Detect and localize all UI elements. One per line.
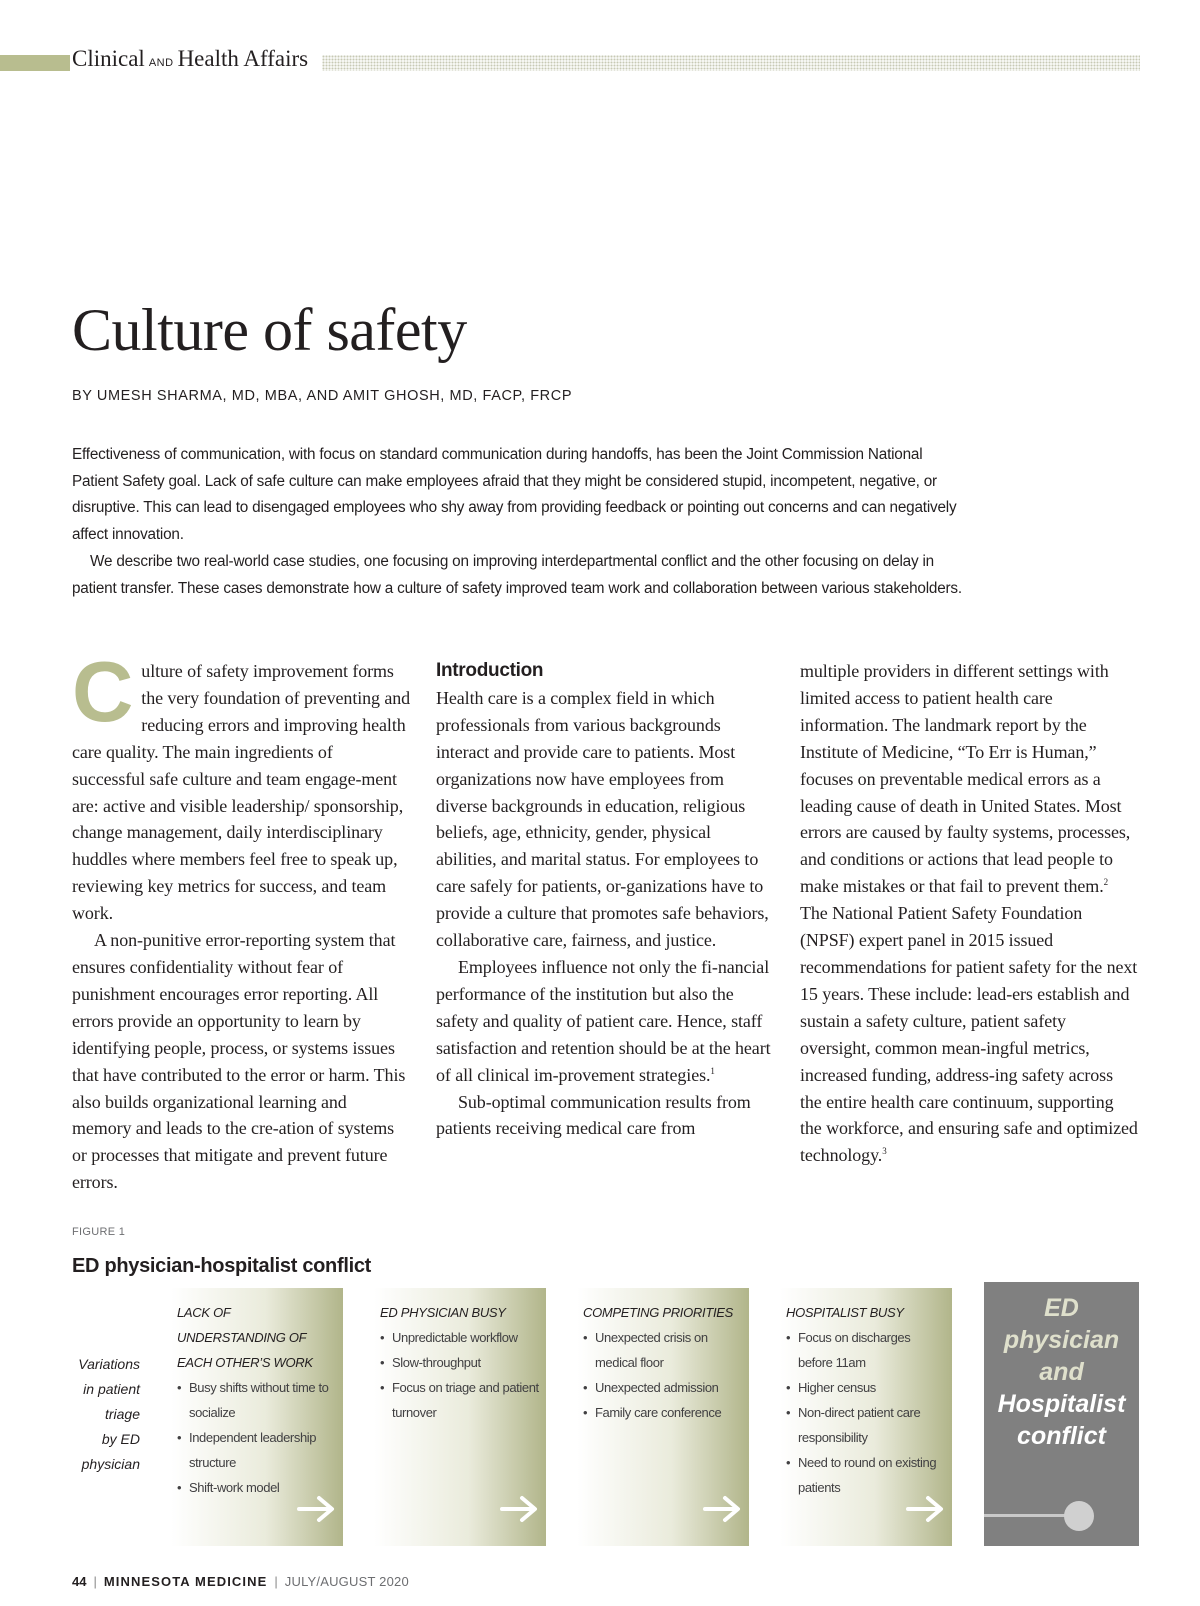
- abstract-paragraph: Effectiveness of communication, with focus on standard communication during handoffs, has been the Joint Commission National Patient Safety goal. Lack of safe culture can make employees afraid that they might be considered stupid, incompetent, negative, or disruptive. This can lead to disengaged employees who shy away from providing feedback or pointing out concerns and can negatively affect innovation.: [72, 446, 957, 544]
- panel-heading: LACK OF UNDERSTANDING OF EACH OTHER’S WORK: [177, 1305, 313, 1370]
- footer-separator: |: [274, 1574, 278, 1589]
- panel-list-item: • Unpredictable workflow: [380, 1325, 540, 1350]
- body-text: multiple providers in different settings with limited access to patient health care information. The landmark report by the Institute of Medicine, “To Err is Human,” focuses on preventable medical errors as a leading cause of death in United States. Most errors are caused by faulty systems, processes, and conditions or actions that lead people to make mistakes or that fail to prevent them.: [800, 661, 1131, 897]
- panel-list-item: • Slow-throughput: [380, 1350, 540, 1375]
- triage-label-line: triage: [104, 1406, 140, 1422]
- body-paragraph: A non-punitive error-reporting system that ensures confidentiality without fear of punishment encourages error reporting. All errors provide an opportunity to learn by identifying people, process, or systems issues that have contributed to the error or harm. This also builds organizational learning and memory and leads to the cre-ation of systems or processes that mitigate and prevent future errors.: [72, 930, 406, 1193]
- triage-label-line: Variations: [78, 1356, 140, 1372]
- figure-panel: [780, 1288, 952, 1546]
- panel-list: [380, 1325, 540, 1425]
- byline: BY UMESH SHARMA, MD, MBA, AND AMIT GHOSH, MD, FACP, FRCP: [72, 388, 573, 404]
- article-title: Culture of safety: [72, 297, 467, 363]
- citation-marker: 3: [882, 1146, 887, 1157]
- section-header-right: Health Affairs: [177, 46, 309, 71]
- header-dot-pattern: [322, 55, 1140, 71]
- body-paragraph: [436, 954, 774, 1089]
- conflict-label-line: ED physician and: [1003, 1294, 1120, 1386]
- panel-list-item: • Higher census: [786, 1375, 946, 1400]
- abstract-paragraph: We describe two real-world case studies, one focusing on improving interdepartmental conflict and the other focusing on delay in patient transfer. These cases demonstrate how a culture of safety improved team work and collaboration between various stakeholders.: [72, 552, 962, 597]
- panel-list: [583, 1325, 743, 1425]
- panel-list-item: • Shift-work model: [177, 1475, 337, 1500]
- figure-panel: [577, 1288, 749, 1546]
- body-text: The National Patient Safety Foundation (NPSF) expert panel in 2015 issued recommendations for patient safety for the next 15 years. These include: lead-ers establish and sustain a safety culture, patient safety oversight, common mean-ingful metrics, increased funding, address-ing safety across the entire health care continuum, supporting the workforce, and ensuring safe and optimized technology.: [800, 903, 1138, 1166]
- section-header: [72, 46, 308, 72]
- body-paragraph: Health care is a complex field in which professionals from various backgrounds interact and provide care to patients. Most organizations now have employees from diverse backgrounds in education, religious beliefs, age, ethnicity, gender, physical abilities, and marital status. For employees to care safely for patients, or-ganizations have to provide a culture that promotes safe behaviors, collaborative care, fairness, and justice.: [436, 687, 769, 951]
- figure-panel: [374, 1288, 546, 1546]
- header-accent-bar: [0, 55, 70, 71]
- citation-marker: 1: [710, 1065, 715, 1076]
- panel-list: [786, 1325, 946, 1500]
- section-header-and: AND: [148, 57, 174, 69]
- conflict-label: [984, 1292, 1139, 1452]
- conflict-label-line: Hospitalist conflict: [997, 1390, 1126, 1450]
- panel-list: [177, 1375, 337, 1500]
- citation-marker: 2: [1103, 877, 1109, 888]
- panel-heading: COMPETING PRIORITIES: [583, 1305, 734, 1320]
- issue-date: JULY/AUGUST 2020: [284, 1574, 409, 1589]
- triage-label-line: physician: [81, 1456, 140, 1472]
- panel-list-item: • Focus on discharges before 11am: [786, 1325, 946, 1375]
- figure-label: FIGURE 1: [72, 1226, 126, 1238]
- panel-list-item: • Non-direct patient care responsibility: [786, 1400, 946, 1450]
- section-heading: Introduction: [436, 660, 544, 681]
- page-number: 44: [72, 1574, 87, 1589]
- triage-label-line: in patient: [83, 1381, 140, 1397]
- body-text: ulture of safety improvement forms the very foundation of preventing and reducing errors and improving health care quality. The main ingredients of successful safe culture and team engage-ment are: active and visible leadership/ sponsorship, change management, daily interdisciplinary huddles where members feel free to speak up, reviewing key metrics for success, and team work.: [72, 661, 411, 924]
- page-footer: [72, 1574, 409, 1589]
- triage-label-line: by ED: [101, 1431, 140, 1447]
- abstract: [72, 442, 972, 602]
- panel-heading: ED PHYSICIAN BUSY: [380, 1305, 506, 1320]
- panel-list-item: • Busy shifts without time to socialize: [177, 1375, 337, 1425]
- conflict-endpoint-dot: [1064, 1501, 1094, 1531]
- panel-list-item: • Independent leadership structure: [177, 1425, 337, 1475]
- arrow-right-icon: [297, 1494, 337, 1524]
- body-column-2: [436, 658, 774, 1142]
- arrow-right-icon: [500, 1494, 540, 1524]
- section-header-left: Clinical: [72, 46, 145, 71]
- drop-cap: C: [72, 645, 134, 740]
- panel-list-item: • Need to round on existing patients: [786, 1450, 946, 1500]
- footer-separator: |: [93, 1574, 97, 1589]
- publication-name: MINNESOTA MEDICINE: [103, 1574, 268, 1589]
- panel-heading: HOSPITALIST BUSY: [786, 1305, 904, 1320]
- body-column-1: [72, 645, 411, 1196]
- conflict-box: [984, 1282, 1139, 1546]
- figure-title: ED physician-hospitalist conflict: [72, 1255, 372, 1277]
- body-text: Employees influence not only the fi-nancial performance of the institution but also the safety and quality of patient care. Hence, staff satisfaction and retention should be at the heart of all clinical im-provement strategies.: [436, 956, 771, 1085]
- arrow-right-icon: [906, 1494, 946, 1524]
- figure-panel: [171, 1288, 343, 1546]
- body-paragraph: [72, 645, 411, 927]
- body-paragraph: Sub-optimal communication results from patients receiving medical care from: [436, 1091, 751, 1139]
- triage-label: [72, 1352, 140, 1477]
- body-paragraph: [800, 658, 1138, 1169]
- body-column-3: [800, 658, 1138, 1169]
- panel-list-item: • Unexpected crisis on medical floor: [583, 1325, 743, 1375]
- panel-list-item: • Unexpected admission: [583, 1375, 743, 1400]
- conflict-connector-line: [984, 1514, 1066, 1517]
- panel-list-item: • Focus on triage and patient turnover: [380, 1375, 540, 1425]
- arrow-right-icon: [703, 1494, 743, 1524]
- panel-list-item: • Family care conference: [583, 1400, 743, 1425]
